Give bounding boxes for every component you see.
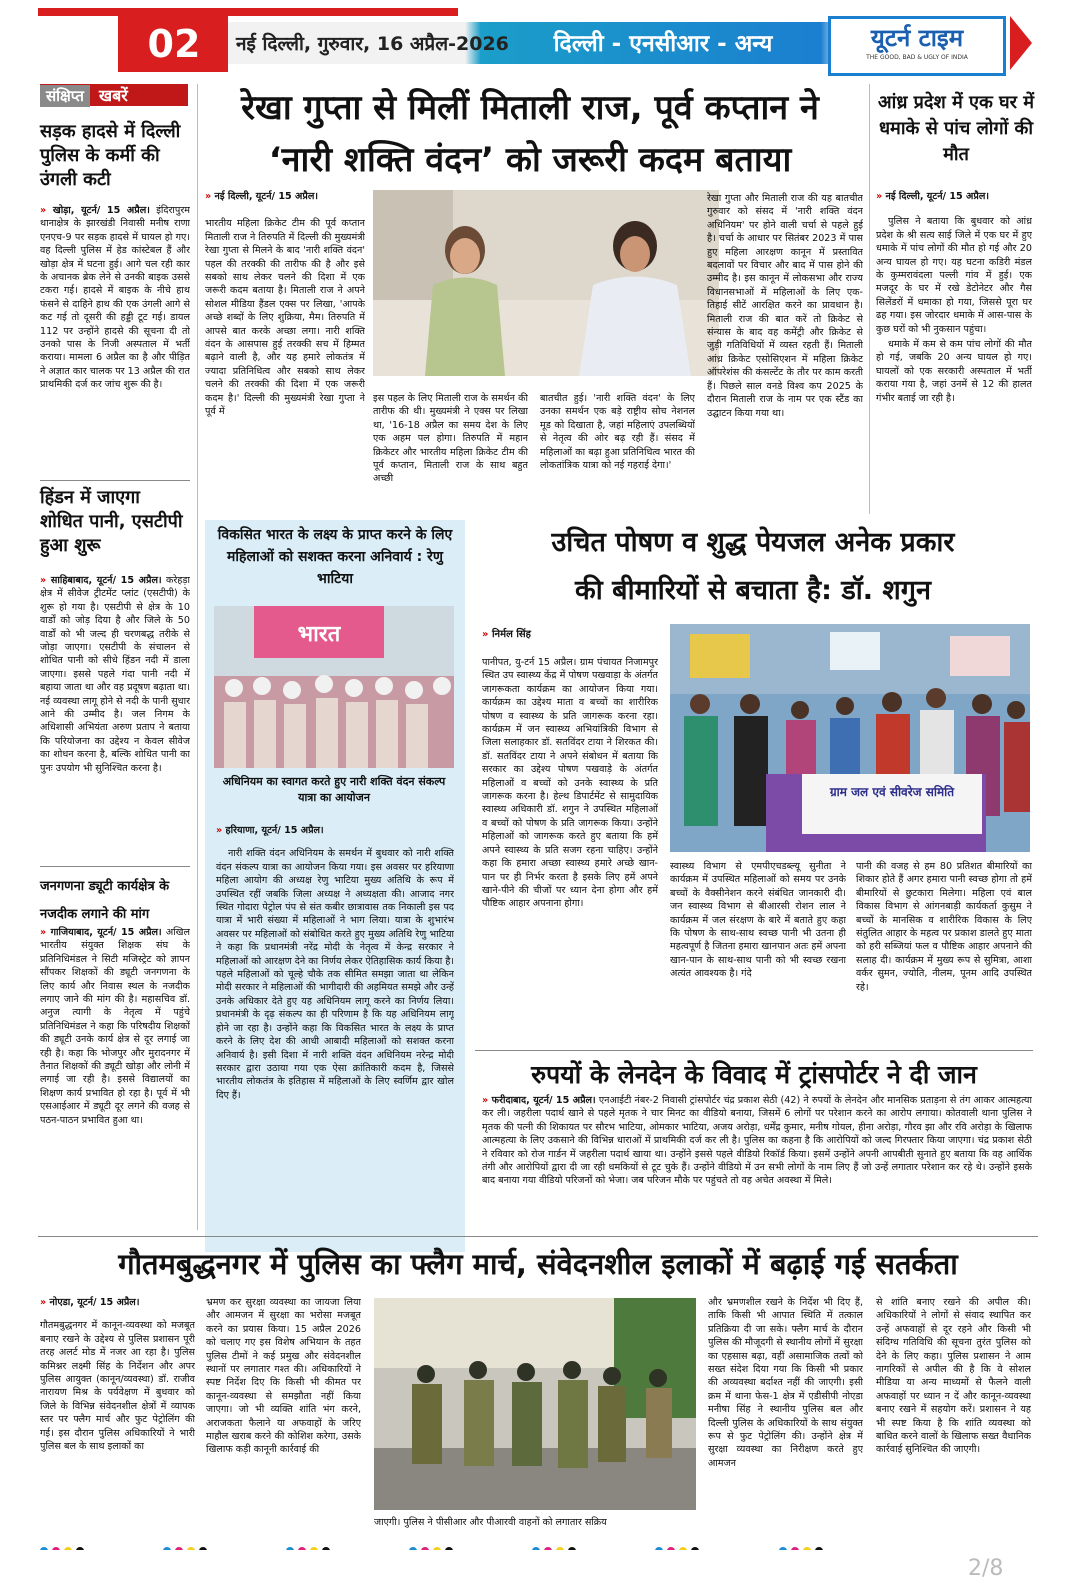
story-census-body xyxy=(40,926,190,1226)
story-hindan-body xyxy=(40,574,190,860)
poshan-col-2-text: स्वास्थ्य विभाग से एमपीएचडब्ल्यू सुनीता ने कार्यक्रम में उपस्थित महिलाओं को समय पर उनके बच्चों के वैक्सीनेशन करने संबंधित जानकारी दी। जन स्वास्थ्य विभाग से बीआरसी रोशन लाल ने कार्यक्रम में जल संरक्षण के बारे में बताते हुए कहा कि पोषण के साथ-साथ स्वच्छ पानी भी उतना ही महत्वपूर्ण है जितना हमारा खानपान अतः हमें अपना खान-पान के साथ-साथ पानी को भी स्वच्छ रखना अत्यंत आवश्यक है। गंदे xyxy=(670,861,846,980)
poshan-col-1-text: पानीपत, यु-टर्न 15 अप्रैल। ग्राम पंचायत निजामपुर स्थित उप स्वास्थ्य केंद्र में पोषण पखवाड़ा के अंतर्गत जागरूकता कार्यक्रम का आयोजन किया गया। कार्यक्रम का उद्देश्य माता व बच्चों का शारीरिक पोषण व स्वास्थ्य के प्रति जागरूक करना रहा। कार्यक्रम में जन स्वास्थ्य अभियांत्रिकी विभाग से जिला सलाहकार डॉ. सतविंदर टाया ने शिरकत की। डॉ. सतविंदर टाया ने अपने संबोधन में बताया कि सरकार का उद्देश्य पोषण पखवाड़े के अंतर्गत महिलाओं व बच्चों को उनके स्वास्थ्य के प्रति जागरूक करना है। हेल्थ डिपार्टमेंट से सामुदायिक स्वास्थ्य अधिकारी डॉ. शगुन ने उपस्थित महिलाओं व बच्चों को पोषण के प्रति जागरूक किया। उन्होंने महिलाओं को जागरूक करते हुए बताया कि हमें अपने स्वास्थ्य के प्रति सजग रहना चाहिए। उन्होंने कहा कि हमारा अच्छा स्वास्थ्य हमारे अच्छे खान-पान पर ही निर्भर करता है इसके लिए हमें अपने खाने-पीने की चीजों पर ध्यान देना होगा और हमें पौष्टिक आहार अपनाना होगा। xyxy=(482,657,658,910)
divider xyxy=(40,866,190,867)
flag-col-1-text: गौतमबुद्धनगर में कानून-व्यवस्था को मजबूत बनाए रखने के उद्देश्य से पुलिस प्रशासन पूरी तरह अलर्ट मोड में नजर आ रहा है। पुलिस कमिश्नर लक्ष्मी सिंह के निर्देशन और अपर पुलिस आयुक्त (कानून/व्यवस्था) डॉ. राजीव नारायण मिश्र के पर्यवेक्षण में बुधवार को जिले के विभिन्न संवेदनशील क्षेत्रों में व्यापक स्तर पर फ्लैग मार्च और फुट पेट्रोलिंग की गई। इस दौरान पुलिस अधिकारियों ने भारी पुलिस बल के साथ इलाकों का xyxy=(40,1320,195,1453)
page-ref: 2/8 xyxy=(968,1556,1004,1581)
flag-col-1 xyxy=(40,1296,195,1532)
page-number: 02 xyxy=(147,22,201,66)
story-road-accident-headline: सड़क हादसे में दिल्ली पुलिस के कर्मी की उंगली कटी xyxy=(40,121,181,190)
lead-col-3 xyxy=(540,392,695,510)
print-registration-dots xyxy=(40,1540,1040,1550)
photo-flag-march xyxy=(374,1298,696,1510)
andhra-dateline: » नई दिल्ली, यूटर्न/ 15 अप्रैल। xyxy=(876,190,1032,203)
story-hindan-headline: हिंडन में जाएगा शोधित पानी, एसटीपी हुआ शुरू xyxy=(40,487,183,556)
brief-news-tag xyxy=(40,84,188,106)
transporter-body xyxy=(482,1094,1032,1228)
divider xyxy=(40,480,190,481)
lead-col-1-text: भारतीय महिला क्रिकेट टीम की पूर्व कप्तान मिताली राज ने तिरुपति में दिल्ली की मुख्यमंत्री रेखा गुप्ता से मिलने के बाद 'नारी शक्ति वंदन' पहल की तरक्की की तारीफ की है और इसे सबको साथ लेकर चलने की दिशा में एक जरूरी कदम बताया है। मिताली राज ने अपने सोशल मीडिया हैंडल एक्स पर लिखा, 'आपके अच्छे शब्दों के लिए शुक्रिया, मैम। तिरुपति में आपसे बात करके अच्छा लगा। नारी शक्ति वंदन के आसपास हुई तरक्की सच में हिम्मत बढ़ाने वाली है, और यह हमारे लोकतंत्र में ज्यादा प्रतिनिधित्व और सबको साथ लेकर चलने की तरक्की की दिशा में एक जरूरी कदम है।' दिल्ली की मुख्यमंत्री रेखा गुप्ता ने पूर्व में xyxy=(205,218,365,418)
poshan-col-1 xyxy=(482,656,658,1042)
photo-mithali-rekha xyxy=(373,190,719,376)
divider xyxy=(475,1050,1033,1051)
photo-illustration xyxy=(374,1298,696,1510)
masthead xyxy=(38,8,1038,70)
lead-dateline: » नई दिल्ली, यूटर्न/ 15 अप्रैल। xyxy=(205,190,365,203)
masthead-top-bar xyxy=(38,8,458,16)
renu-photo-caption: अधिनियम का स्वागत करते हुए नारी शक्ति वंदन संकल्प यात्रा का आयोजन xyxy=(222,775,446,804)
poshan-banner-text: ग्राम जल एवं सीवरेज समिति xyxy=(829,785,955,799)
flag-col-3-text: और भ्रमणशील रखने के निर्देश भी दिए हैं, ताकि किसी भी आपात स्थिति में तत्काल प्रतिक्रिया दी जा सके। फ्लैग मार्च के दौरान पुलिस की मौजूदगी से स्थानीय लोगों में सुरक्षा का एहसास बढ़ा, वहीं असामाजिक तत्वों को सख्त संदेश दिया गया कि किसी भी प्रकार की अव्यवस्था बर्दाश्त नहीं की जाएगी। इसी क्रम में थाना फेस-1 क्षेत्र में एडीसीपी नोएडा मनीषा सिंह ने स्थानीय पुलिस बल और दिल्ली पुलिस के अधिकारियों के साथ संयुक्त रूप से फुट पेट्रोलिंग की। उन्होंने क्षेत्र में सुरक्षा व्यवस्था का निरीक्षण करते हुए आमजन xyxy=(708,1297,863,1469)
column-rule xyxy=(869,84,870,514)
story-hindan-text: करेहड़ा क्षेत्र में सीवेज ट्रीटमेंट प्लांट (एसटीपी) के शुरू हो गया है। एसटीपी से क्षेत्र के 10 वार्डों को जोड़ दिया है और जिले के 50 वार्डों को भी जल्द ही चरणबद्ध तरीके से जोड़ा जाएगा। एसटीपी के संचालन से शोधित पानी को सीधे हिंडन नदी में डाला जाएगा। इससे पहले गंदा पानी नदी में बहाया जाता था और वह प्रदूषण बढ़ाता था। नई व्यवस्था लागू होने से नदी के पानी सुधार आने की उम्मीद है। जल निगम के अधिशासी अभियंता अरुण प्रताप ने बताया कि परियोजना का उद्देश्य न केवल सीवेज का शोधन करना है, बल्कि शोधित पानी का पुनः उपयोग भी सुनिश्चित करना है। xyxy=(40,575,190,774)
story-census-headline-2: नजदीक लगाने की मांग xyxy=(40,907,150,922)
story-census-headline-1: जनगणना ड्यूटी कार्यक्षेत्र के xyxy=(40,879,170,894)
dateline-khoda: » खोड़ा, यूटर्न/ 15 अप्रैल। xyxy=(40,205,150,216)
poshan-col-2 xyxy=(670,860,846,1042)
flag-march-headline: गौतमबुद्धनगर में पुलिस का फ्लैग मार्च, संवेदनशील इलाकों में बढ़ाई गई सतर्कता xyxy=(118,1247,958,1281)
lead-col-2 xyxy=(373,392,528,510)
poshan-col-3 xyxy=(856,860,1032,1042)
story-road-accident-text: इंदिरापुरम थानाक्षेत्र के झारखंडी निवासी मनीष राणा एनएच-9 पर सड़क हादसे में घायल हो गए। वह दिल्ली पुलिस में हेड कांस्टेबल हैं और खोड़ा क्षेत्र में घटना हुई। आगे चल रही कार के अचानक ब्रेक लेने से उनकी बाइक उससे टकरा गई। हादसे में बाइक के नीचे हाथ फंसने से दाहिने हाथ की एक उंगली आगे से कट गई तो दूसरी की हड्डी टूट गई। डायल 112 पर उन्होंने हादसे की सूचना दी तो उनको पास के निजी अस्पताल में भर्ती कराया। मामला 6 अप्रैल का है और पीड़ित ने अज्ञात कार चालक पर 13 अप्रैल की रात प्राथमिकी दर्ज कर जांच शुरू की है। xyxy=(40,205,190,391)
section-name: दिल्ली - एनसीआर - अन्य xyxy=(553,31,773,57)
dateline-sahibabad: » साहिबाबाद, यूटर्न/ 15 अप्रैल। xyxy=(40,575,162,586)
lead-col-2-text: इस पहल के लिए मिताली राज के समर्थन की तारीफ की थी। मुख्यमंत्री ने एक्स पर लिखा था, '16-18 अप्रैल का समय देश के लिए एक अहम पल होगा। तिरुपति में महान क्रिकेटर और भारतीय महिला क्रिकेट टीम की पूर्व कप्तान, मिताली राज के साथ बहुत अच्छी xyxy=(373,393,528,485)
renu-text: नारी शक्ति वंदन अधिनियम के समर्थन में बुधवार को नारी शक्ति वंदन संकल्प यात्रा का आयोजन किया गया। इस अवसर पर हरियाणा महिला आयोग की अध्यक्ष रेणु भाटिया मुख्य अतिथि के रूप में उपस्थित रहीं जबकि जिला अध्यक्ष ने अध्यक्षता की। आजाद नगर स्थित गोदारा पेट्रोल पंप से संत कबीर छात्रावास तक निकाली इस पद यात्रा में भारी संख्या में महिलाओं ने भाग लिया। यात्रा के शुभारंभ अवसर पर महिलाओं को संबोधित करते हुए मुख्य अतिथि रेणु भाटिया ने कहा कि प्रधानमंत्री नरेंद्र मोदी के नेतृत्व में केन्द्र सरकार ने महिलाओं को आरक्षण देने का निर्णय लेकर ऐतिहासिक कार्य किया है। पहले महिलाओं को चूल्हे चौके तक सीमित समझा जाता था लेकिन मोदी सरकार ने महिलाओं की भागीदारी की अहमियत समझे और उन्हें उनके अधिकार देते हुए यह अधिनियम लागू करने का निर्णय लिया। प्रधानमंत्री के दृढ़ संकल्प का ही परिणाम है कि यह अधिनियम लागू होने जा रहा है। उन्होंने कहा कि विकसित भारत के लक्ष्य के प्राप्त करने के लिए देश की आधी आबादी महिलाओं को सशक्त करना अनिवार्य है। इसी दिशा में नारी शक्ति वंदन अधिनियम नरेन्द्र मोदी सरकार द्वारा उठाया गया एक ऐसा क्रांतिकारी कदम है, जिससे भारतीय लोकतंत्र के इतिहास में महिलाओं के लिए स्वर्णिम द्वार खोल दिए हैं। xyxy=(216,848,454,1101)
flag-col-4 xyxy=(876,1296,1031,1532)
flag-col-4-text: से शांति बनाए रखने की अपील की। अधिकारियों ने लोगों से संवाद स्थापित कर उन्हें अफवाहों से दूर रहने और किसी भी संदिग्ध गतिविधि की सूचना तुरंत पुलिस को देने के लिए कहा। पुलिस प्रशासन ने आम नागरिकों से अपील की है कि वे सोशल मीडिया या अन्य माध्यमों से फैलने वाली अफवाहों पर ध्यान न दें और कानून-व्यवस्था बनाए रखने में सहयोग करें। प्रशासन ने यह भी स्पष्ट किया है कि शांति व्यवस्था को बाधित करने वालों के खिलाफ सख्त वैधानिक कार्रवाई सुनिश्चित की जाएगी। xyxy=(876,1297,1031,1456)
poshan-col-3-text: पानी की वजह से हम 80 प्रतिशत बीमारियों का शिकार होते हैं अगर हमारा पानी स्वच्छ होगा तो हमें बीमारियों से छुटकारा मिलेगा। महिला एवं बाल विकास विभाग से आंगनबाड़ी कार्यकर्ता कुसुम ने बच्चों के मानसिक व शारीरिक विकास के लिए संतुलित आहार के महत्व पर प्रकाश डालते हुए माता को हरी सब्जियां फल व पौष्टिक आहार अपनाने की सलाह दी। कार्यक्रम में मुख्य रूप से सुमित्रा, आशा वर्कर सुमन, ज्योति, नीलम, पूनम आदि उपस्थित रहे। xyxy=(856,861,1032,993)
photo-poshan-event xyxy=(670,624,1030,852)
story-census-text: अखिल भारतीय संयुक्त शिक्षक संघ के प्रतिनिधिमंडल ने सिटी मजिस्ट्रेट को ज्ञापन सौंपकर शिक्षकों की ड्यूटी जनगणना के लिए कार्य और निवास स्थल के नजदीक लगाए जाने की मांग की है। महासचिव डॉ. अनुज त्यागी के नेतृत्व में पहुंचे प्रतिनिधिमंडल ने कहा कि परिषदीय शिक्षकों की ड्यूटी उनके कार्य क्षेत्र से दूर लगाई जा रही है। कहा कि भोजपुर और मुरादनगर में तैनात शिक्षकों की ड्यूटी खोड़ा और लोनी में लगाई जा रही है। इससे विद्यालयों का शिक्षण कार्य प्रभावित हो रहा है। पूर्व में भी एसआईआर में ड्यूटी दूर लगने की वजह से पठन-पाठन प्रभावित हुआ था। xyxy=(40,927,190,1126)
divider xyxy=(38,1236,1038,1237)
flag-col-2-text: भ्रमण कर सुरक्षा व्यवस्था का जायजा लिया और आमजन में सुरक्षा का भरोसा मजबूत करने का प्रयास किया। 15 अप्रैल 2026 को चलाए गए इस विशेष अभियान के तहत पुलिस टीमों ने कई प्रमुख और संवेदनशील स्थानों पर लगातार गश्त की। अधिकारियों ने स्पष्ट निर्देश दिए कि किसी भी कीमत पर कानून-व्यवस्था से समझौता नहीं किया जाएगा। जो भी व्यक्ति शांति भंग करने, अराजकता फैलाने या अफवाहों के जरिए माहौल खराब करने की कोशिश करेगा, उसके खिलाफ कड़ी कानूनी कार्रवाई की xyxy=(206,1297,361,1456)
brief-tag-a: संक्षिप्त xyxy=(40,85,90,107)
brief-tag-b: खबरें xyxy=(99,86,128,105)
dateline-ghaziabad: » गाजियाबाद, यूटर्न/ 15 अप्रैल। xyxy=(40,927,162,938)
brand-tagline: THE GOOD, BAD & UGLY OF INDIA xyxy=(866,54,968,61)
flag-caption-text: जाएगी। पुलिस ने पीसीआर और पीआरवी वाहनों को लगातार सक्रिय xyxy=(374,1517,607,1528)
header-arrow xyxy=(1010,16,1032,70)
photo-illustration xyxy=(670,624,1030,852)
brand-name: यूटर्न टाइम xyxy=(870,24,964,52)
flag-col-2 xyxy=(206,1296,361,1532)
andhra-headline: आंध्र प्रदेश में एक घर में धमाके से पांच लोगों की मौत xyxy=(877,92,1035,165)
transporter-dateline: » फरीदाबाद, यूटर्न/ 15 अप्रैल। xyxy=(482,1095,596,1106)
lead-col-4-text: रेखा गुप्ता और मिताली राज की यह बातचीत गुरुवार को संसद में 'नारी शक्ति वंदन अधिनियम' पर होने वाली चर्चा से पहले हुई है। चर्चा के आधार पर सितंबर 2023 में पास हुए महिला आरक्षण कानून में प्रस्तावित बदलावों पर विचार और बाद में पास होने की उम्मीद है। इस कानून में लोकसभा और राज्य विधानसभाओं में महिलाओं के लिए एक-तिहाई सीटें आरक्षित करने का प्रावधान है। मिताली राज की बात करें तो क्रिकेट से संन्यास के बाद वह कमेंट्री और क्रिकेट से जुड़ी गतिविधियों में व्यस्त रहती हैं। मिताली आंध्र क्रिकेट एसोसिएशन में महिला क्रिकेट ऑपरेशंस की कंसल्टेंट के तौर पर काम करती हैं। पिछले साल वनडे विश्व कप 2025 के दौरान मिताली राज के नाम पर एक स्टैंड का उद्घाटन किया गया था। xyxy=(707,193,863,419)
renu-body xyxy=(216,824,454,1244)
transporter-headline: रुपयों के लेनदेन के विवाद में ट्रांसपोर्टर ने दी जान xyxy=(531,1060,977,1089)
lead-col-3-text: बातचीत हुई। 'नारी शक्ति वंदन' के लिए उनका समर्थन एक बड़े राष्ट्रीय सोच नेशनल मूड को दिखाता है, जहां महिलाएं उपलब्धियों से नेतृत्व की ओर बढ़ रही हैं। संसद में महिलाओं का बढ़ा हुआ प्रतिनिधित्व भारत की लोकतांत्रिक यात्रा को नई गहराई देगा।' xyxy=(540,393,695,472)
story-road-accident-body xyxy=(40,204,190,474)
photo-illustration xyxy=(214,606,454,768)
dateline: नई दिल्ली, गुरुवार, 16 अप्रैल-2026 xyxy=(236,33,509,55)
andhra-body xyxy=(876,190,1032,510)
photo-yatra xyxy=(214,606,454,768)
poshan-headline-2: की बीमारियों से बचाता है: डॉ. शगुन xyxy=(575,575,931,606)
flag-col-3 xyxy=(708,1296,863,1532)
poshan-headline-1: उचित पोषण व शुद्ध पेयजल अनेक प्रकार xyxy=(551,527,955,558)
andhra-p2: धमाके में कम से कम पांच लोगों की मौत हो गई, जबकि 20 अन्य घायल हो गए। घायलों को एक सरकारी अस्पताल में भर्ती कराया गया है, जहां उनमें से 12 की हालत गंभीर बताई जा रही है। xyxy=(876,339,1032,404)
poshan-byline: » निर्मल सिंह xyxy=(482,626,531,640)
lead-headline-1: रेखा गुप्ता से मिलीं मिताली राज, पूर्व कप्तान ने xyxy=(241,88,819,128)
lead-col-1 xyxy=(205,190,365,510)
photo-illustration xyxy=(373,190,719,376)
column-rule xyxy=(197,84,198,1230)
renu-headline: विकसित भारत के लक्ष्य के प्राप्त करने के लिए महिलाओं को सशक्त करना अनिवार्य : रेणु भाटिया xyxy=(217,527,453,587)
brand-logo xyxy=(828,16,1006,76)
renu-dateline: » हरियाणा, यूटर्न/ 15 अप्रैल। xyxy=(216,824,454,837)
andhra-p1: पुलिस ने बताया कि बुधवार को आंध्र प्रदेश के श्री सत्य साई जिले में एक घर में हुए धमाके में पांच लोगों की मौत हो गई और 20 अन्य घायल हो गए। यह घटना कडिरी मंडल के कुम्मरावंदला पल्ली गांव में हुई। एक मजदूर के घर में रखे डेटोनेटर और गैस सिलेंडरों में धमाका हो गया, जिससे पूरा घर ढह गया। इस जोरदार धमाके में आस-पास के कुछ घरों को भी नुकसान पहुंचा। xyxy=(876,216,1032,335)
yatra-banner-text: भारत xyxy=(297,622,341,647)
flag-photo-caption-line xyxy=(374,1516,696,1532)
flag-dateline: » नोएडा, यूटर्न/ 15 अप्रैल। xyxy=(40,1296,195,1309)
lead-col-4 xyxy=(707,192,863,510)
lead-headline-2: ‘नारी शक्ति वंदन’ को जरूरी कदम बताया xyxy=(268,140,792,180)
transporter-text: एनआईटी नंबर-2 निवासी ट्रांसपोर्टर चंद्र प्रकाश सेठी (42) ने रुपयों के लेनदेन और मानसिक प्रताड़ना से तंग आकर आत्महत्या कर ली। जहरीला पदार्थ खाने से पहले मृतक ने चार मिनट का वीडियो बनाया, जिसमें 6 लोगों पर परेशान करने का आरोप लगाया। कोतवाली थाना पुलिस ने मृतक की पत्नी की शिकायत पर सौरभ भाटिया, ओमकार भाटिया, अजय अरोड़ा, धर्मेंद्र कुमार, मनीष गोयल, हीना अरोड़ा, गौरव झा और रवि अरोड़ा के खिलाफ आत्महत्या के लिए उकसाने की विभिन्न धाराओं में प्राथमिकी दर्ज कर ली है। पुलिस का कहना है कि आरोपियों को जल्द गिरफ्तार किया जाएगा। चंद्र प्रकाश सेठी ने रविवार को रोज गार्डन में जहरीला पदार्थ खाया था। उन्होंने इससे पहले वीडियो रिकॉर्ड किया। इसमें उन्होंने अपनी आपबीती सुनाते हुए बताया कि वह आर्थिक तंगी और आरोपियों द्वारा दी जा रही धमकियों से टूट चुके हैं। उन्होंने वीडियो में उन सभी लोगों के नाम लिए हैं जो उन्हें लगातार परेशान कर रहे थे। उन्होंने इसके बाद बनाया गया वीडियो परिजनों को भेजा। जब परिजन मौके पर पहुंचते तो वह अचेत अवस्था में मिले। xyxy=(482,1095,1032,1187)
